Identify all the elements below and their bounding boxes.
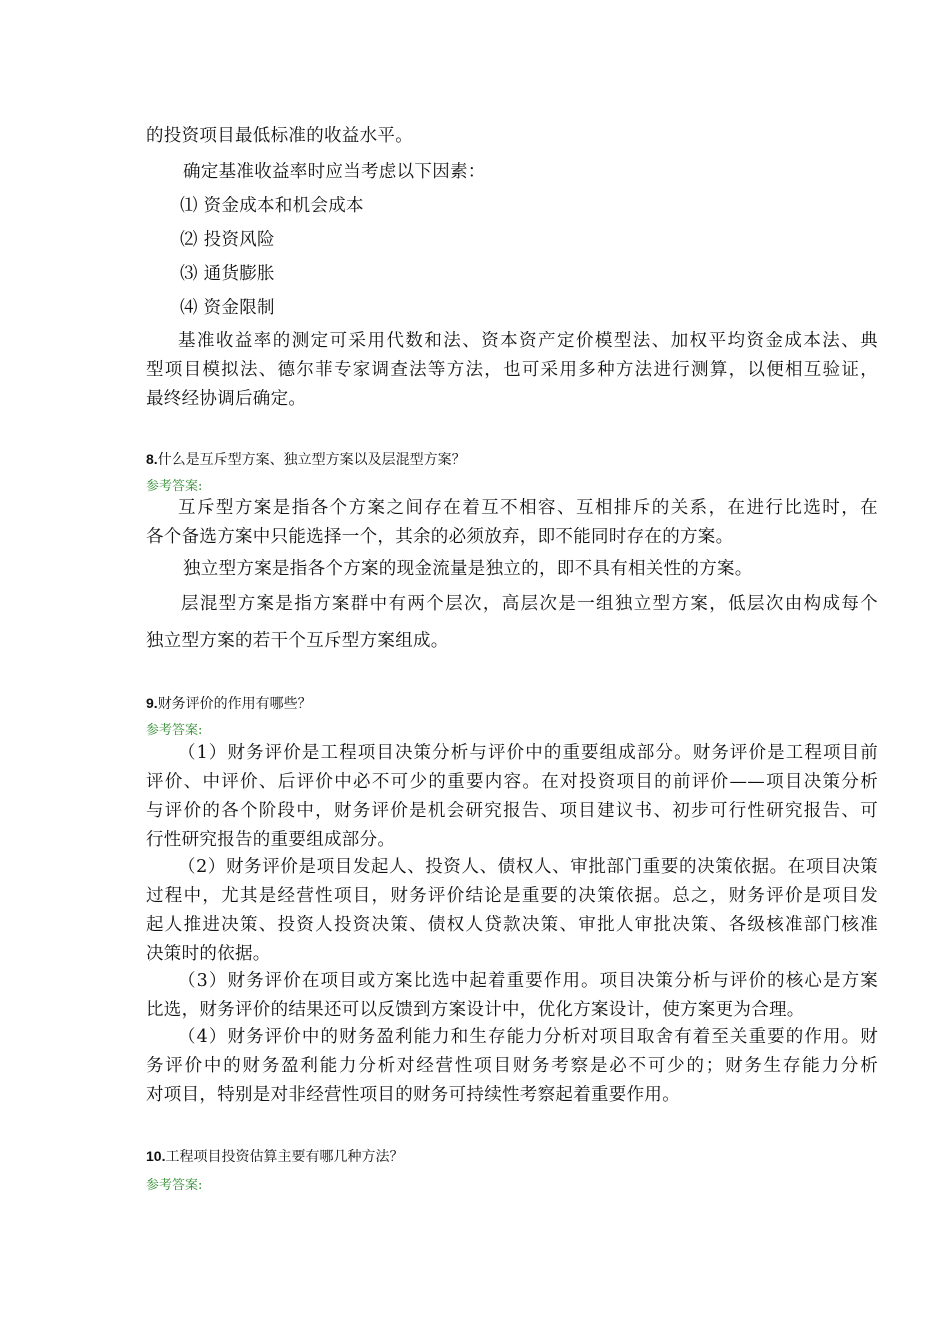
answer-label: 参考答案: (146, 723, 203, 738)
paragraph-line: 过程中，尤其是经营性项目，财务评价结论是重要的决策依据。总之，财务评价是项目发 (146, 886, 878, 906)
question-number: 10. (146, 1148, 166, 1164)
answer-label: 参考答案: (146, 479, 203, 494)
factor-item: ⑴ 资金成本和机会成本 (180, 196, 364, 216)
paragraph-line: 对项目，特别是对非经营性项目的财务可持续性考察起着重要作用。 (146, 1085, 680, 1105)
paragraph-line: 评价、中评价、后评价中必不可少的重要内容。在对投资项目的前评价——项目决策分析 (146, 772, 878, 792)
paragraph-line: 互斥型方案是指各个方案之间存在着互不相容、互相排斥的关系，在进行比选时，在 (178, 498, 878, 518)
paragraph-line: （2）财务评价是项目发起人、投资人、债权人、审批部门重要的决策依据。在项目决策 (178, 857, 878, 877)
question-text: 工程项目投资估算主要有哪几种方法？ (165, 1149, 404, 1165)
paragraph-line: 各个备选方案中只能选择一个，其余的必须放弃，即不能同时存在的方案。 (146, 527, 734, 547)
paragraph-line: 比选，财务评价的结果还可以反馈到方案设计中，优化方案设计，使方案更为合理。 (146, 1000, 805, 1020)
question-text: 什么是互斥型方案、独立型方案以及层混型方案？ (157, 452, 466, 468)
factor-item: ⑷ 资金限制 (180, 298, 275, 318)
paragraph-line: （3）财务评价在项目或方案比选中起着重要作用。项目决策分析与评价的核心是方案 (178, 971, 878, 991)
question-heading (146, 449, 466, 470)
answer-label: 参考答案: (146, 1178, 203, 1193)
paragraph-line: 型项目模拟法、德尔菲专家调查法等方法，也可采用多种方法进行测算，以便相互验证， (146, 360, 878, 380)
paragraph-line: 层混型方案是指方案群中有两个层次，高层次是一组独立型方案，低层次由构成每个 (181, 594, 878, 614)
paragraph-line: 务评价中的财务盈利能力分析对经营性项目财务考察是必不可少的；财务生存能力分析 (146, 1056, 878, 1076)
paragraph-line: 独立型方案的若干个互斥型方案组成。 (146, 631, 449, 651)
question-number: 8. (146, 451, 158, 467)
paragraph-line: 行性研究报告的重要组成部分。 (146, 830, 396, 850)
question-heading (146, 1146, 403, 1167)
question-text: 财务评价的作用有哪些？ (157, 696, 312, 712)
paragraph-line: 独立型方案是指各个方案的现金流量是独立的，即不具有相关性的方案。 (183, 559, 753, 579)
paragraph-line: 基准收益率的测定可采用代数和法、资本资产定价模型法、加权平均资金成本法、典 (178, 331, 878, 351)
factor-item: ⑶ 通货膨胀 (180, 264, 275, 284)
paragraph-line: 决策时的依据。 (146, 944, 271, 964)
paragraph-line: （1）财务评价是工程项目决策分析与评价中的重要组成部分。财务评价是工程项目前 (178, 743, 878, 763)
intro-line: 的投资项目最低标准的收益水平。 (146, 126, 413, 146)
question-heading (146, 693, 312, 714)
paragraph-line: 与评价的各个阶段中，财务评价是机会研究报告、项目建议书、初步可行性研究报告、可 (146, 801, 878, 821)
factor-item: ⑵ 投资风险 (180, 230, 275, 250)
factors-title: 确定基准收益率时应当考虑以下因素： (183, 162, 486, 182)
paragraph-line: 起人推进决策、投资人投资决策、债权人贷款决策、审批人审批决策、各级核准部门核准 (146, 915, 878, 935)
question-number: 9. (146, 695, 158, 711)
paragraph-line: 最终经协调后确定。 (146, 389, 307, 409)
paragraph-line: （4）财务评价中的财务盈利能力和生存能力分析对项目取舍有着至关重要的作用。财 (178, 1027, 878, 1047)
